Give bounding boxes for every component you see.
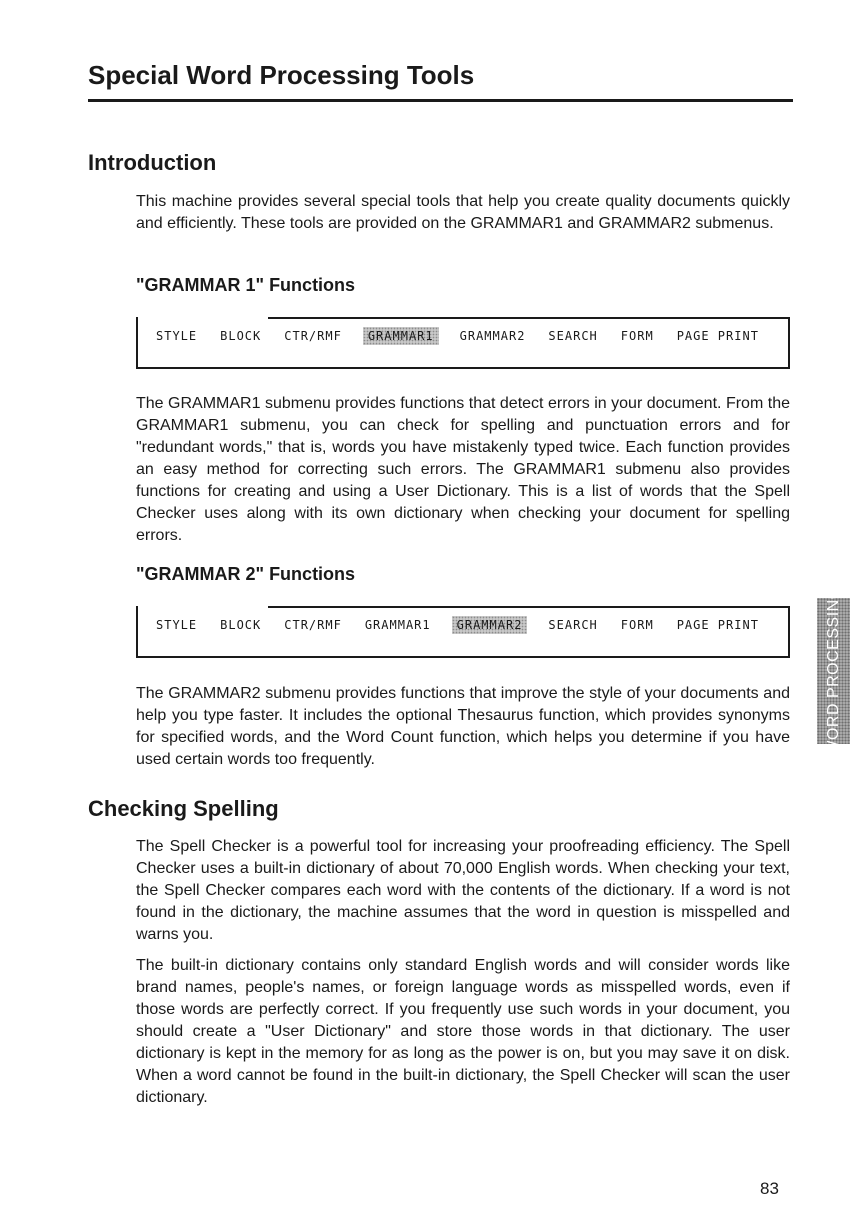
side-tab-label: WORD PROCESSING (824, 586, 842, 756)
menu-item-page-print[interactable]: PAGE PRINT (676, 329, 759, 343)
menu-item-form[interactable]: FORM (620, 618, 654, 632)
menu-item-block[interactable]: BLOCK (220, 618, 262, 632)
menu-item-ctr-rmf[interactable]: CTR/RMF (284, 329, 342, 343)
introduction-text: This machine provides several special tools that help you create quality documents quickly and efficiently. These tools are provided on the GRAMMAR1 and GRAMMAR2 submenus. (136, 193, 790, 232)
grammar1-menu-bar (154, 327, 778, 345)
menu-item-grammar1[interactable]: GRAMMAR1 (363, 327, 439, 345)
menu-item-grammar1[interactable]: GRAMMAR1 (364, 618, 431, 632)
page-number: 83 (760, 1179, 779, 1198)
grammar2-heading: "GRAMMAR 2" Functions (136, 564, 356, 584)
checking-para-2: The built-in dictionary contains only standard English words and will consider words like brand names, people's names, or foreign language words as misspelled words, even if those words are perfectly correct. If you frequently use such words in your document, you should create a "User Dictionary" and store those words in that dictionary. The user dictionary is kept in the memory for as long as the power is on, but you may save it on disk. When a word cannot be found in the built-in dictionary, the Spell Checker will scan the user dictionary. (136, 957, 790, 1106)
grammar2-menu-box (136, 606, 790, 658)
title-rule (88, 99, 793, 102)
checking-para-1: The Spell Checker is a powerful tool for increasing your proofreading efficiency. The Spell Checker uses a built-in dictionary of about 70,000 English words. When checking your text, the Spell Checker compares each word with the contents of the dictionary. If a word is not found in the dictionary, the machine assumes that the word in question is misspelled and warns you. (136, 838, 790, 943)
grammar1-text: The GRAMMAR1 submenu provides functions that detect errors in your document. From the GRAMMAR1 submenu, you can check for spelling and punctuation errors and for "redundant words," that is, words you have mistakenly typed twice. Each function provides an easy method for correcting such errors. The GRAMMAR1 submenu also provides functions for creating and using a User Dictionary. This is a list of words that the Spell Checker uses along with its own dictionary when checking your document for spelling errors. (136, 395, 790, 544)
grammar1-heading: "GRAMMAR 1" Functions (136, 275, 356, 295)
menu-item-style[interactable]: STYLE (156, 618, 198, 632)
menu-item-form[interactable]: FORM (620, 329, 654, 343)
menu-item-search[interactable]: SEARCH (548, 329, 598, 343)
grammar2-text: The GRAMMAR2 submenu provides functions that improve the style of your documents and help you type faster. It includes the optional Thesaurus function, which provides synonyms for specified words, and the Word Count function, which helps you determine if you have used certain words too frequently. (136, 685, 790, 768)
checking-spelling-heading: Checking Spelling (88, 796, 279, 821)
menu-item-search[interactable]: SEARCH (548, 618, 598, 632)
menu-item-ctr-rmf[interactable]: CTR/RMF (284, 618, 342, 632)
section-side-tab (817, 586, 850, 756)
grammar2-menu-bar (154, 616, 778, 634)
grammar1-menu-box (136, 317, 790, 369)
menu-item-style[interactable]: STYLE (156, 329, 198, 343)
menu-item-block[interactable]: BLOCK (220, 329, 262, 343)
menu-item-grammar2[interactable]: GRAMMAR2 (459, 329, 526, 343)
introduction-heading: Introduction (88, 150, 217, 175)
page-title: Special Word Processing Tools (88, 60, 475, 90)
menu-item-page-print[interactable]: PAGE PRINT (676, 618, 759, 632)
menu-item-grammar2[interactable]: GRAMMAR2 (452, 616, 528, 634)
